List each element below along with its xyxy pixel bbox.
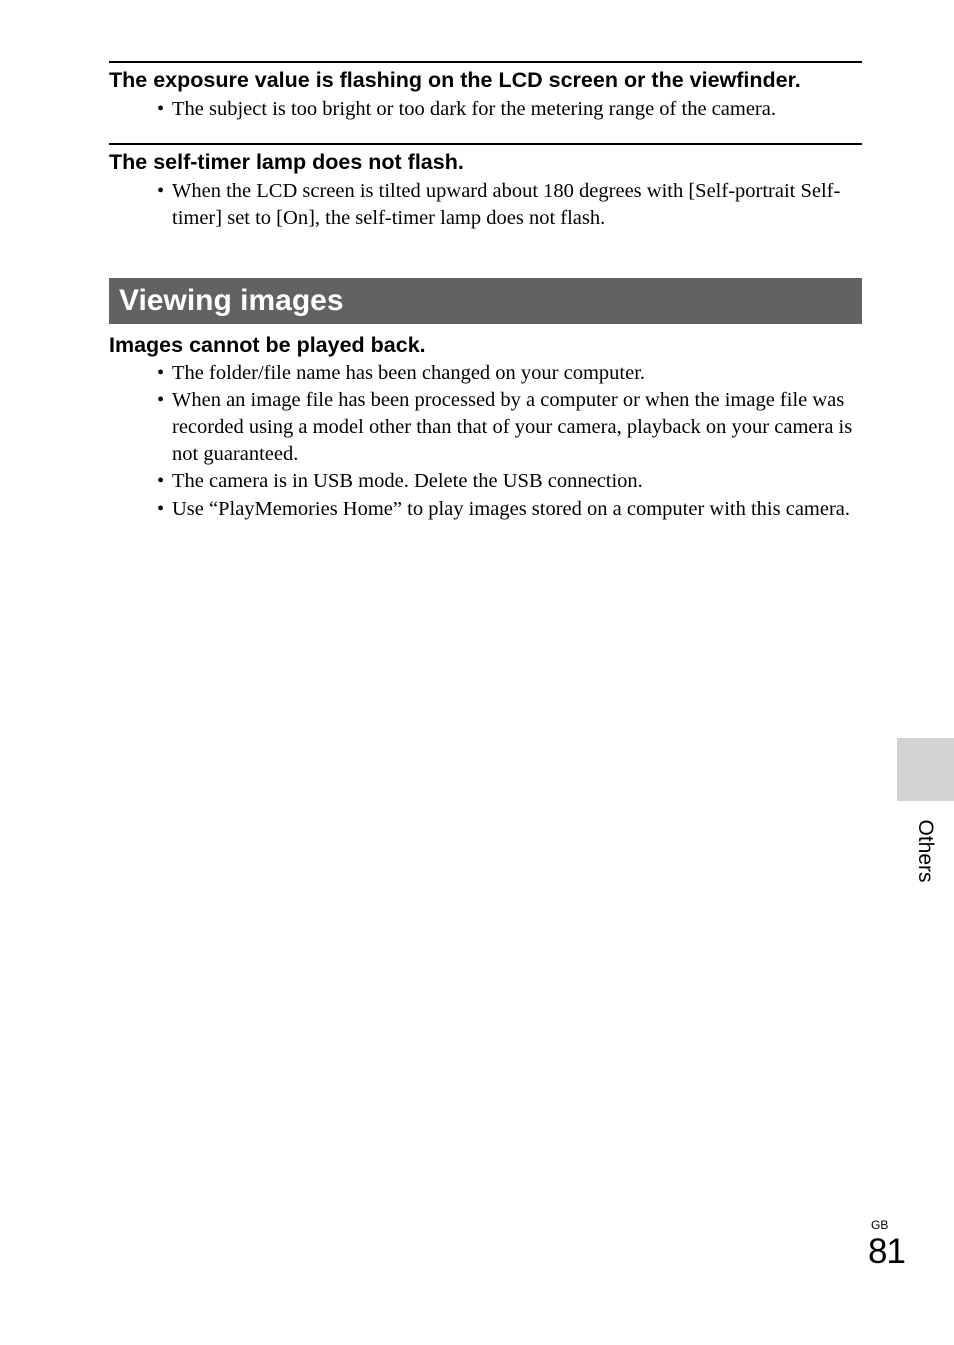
bullet-list <box>109 96 862 123</box>
list-item <box>157 496 862 523</box>
topic-heading: Images cannot be played back. <box>109 332 426 357</box>
bullet-icon: • <box>157 388 165 411</box>
bullet-icon: • <box>157 361 165 384</box>
bullet-icon: • <box>157 98 165 120</box>
section-index-label: Others <box>914 819 937 883</box>
topic-exposure-flashing <box>109 61 862 123</box>
bullet-icon: • <box>157 470 165 493</box>
bullet-icon: • <box>157 497 165 520</box>
list-item <box>157 360 862 387</box>
list-item <box>157 468 862 495</box>
section-index-tab <box>897 738 954 801</box>
region-code: GB <box>871 1218 889 1232</box>
bullet-icon: • <box>157 180 165 203</box>
list-item <box>157 96 862 123</box>
topic-heading: The exposure value is flashing on the LCD screen or the viewfinder. <box>109 68 801 92</box>
bullet-text: Use “PlayMemories Home” to play images stored on a computer with this camera. <box>172 497 851 520</box>
bullet-text: The subject is too bright or too dark for the metering range of the camera. <box>172 98 776 120</box>
topic-heading: The self-timer lamp does not flash. <box>109 150 464 175</box>
bullet-text: When an image file has been processed by a computer or when the image file was recorded using a model other than that of your camera, playback on your camera is not guaranteed. <box>172 388 853 466</box>
topic-images-not-played <box>109 332 862 523</box>
topic-self-timer-lamp <box>109 143 862 232</box>
list-item <box>157 387 862 469</box>
bullet-list <box>109 360 862 523</box>
bullet-text: When the LCD screen is tilted upward about 180 degrees with [Self-portrait Self-timer] set to [On], the self-timer lamp does not flash. <box>172 180 841 230</box>
page-number: 81 <box>868 1232 905 1271</box>
section-title: Viewing images <box>119 283 344 317</box>
list-item <box>157 178 862 232</box>
section-header-viewing-images <box>109 278 862 324</box>
bullet-text: The folder/file name has been changed on your computer. <box>172 361 646 384</box>
bullet-text: The camera is in USB mode. Delete the USB connection. <box>172 470 643 493</box>
page-content <box>109 61 862 523</box>
bullet-list <box>109 178 862 232</box>
